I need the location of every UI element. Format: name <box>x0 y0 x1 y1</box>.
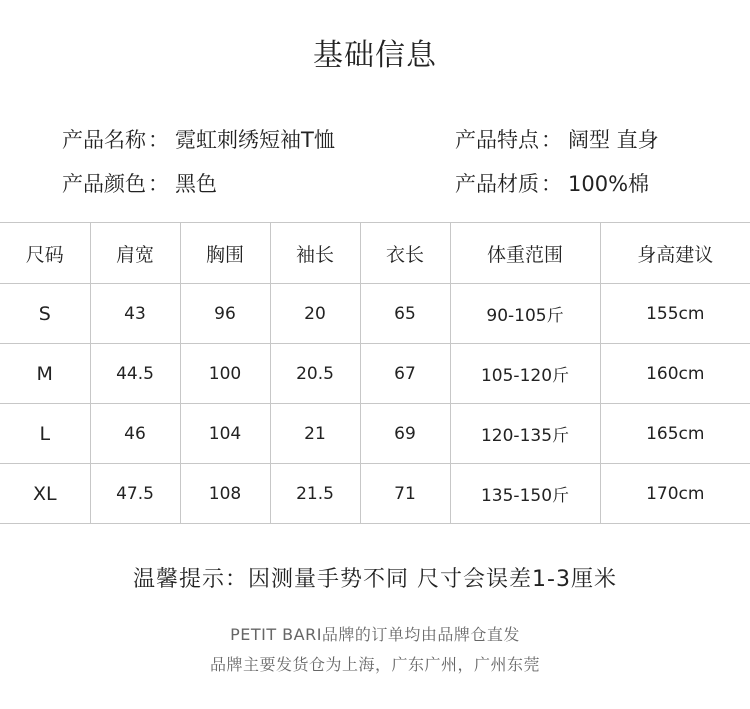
header-size: 尺码 <box>0 223 90 284</box>
separator: ： <box>148 172 169 196</box>
cell-chest: 96 <box>180 284 270 344</box>
separator: ： <box>541 172 562 196</box>
cell-height: 155cm <box>600 284 750 344</box>
cell-shoulder: 47.5 <box>90 464 180 524</box>
product-color-label: 产品颜色 <box>62 172 146 196</box>
cell-height: 170cm <box>600 464 750 524</box>
cell-size: L <box>0 404 90 464</box>
product-name-value: 霓虹刺绣短袖T恤 <box>175 128 335 152</box>
table-row <box>0 464 750 524</box>
cell-weight: 120-135斤 <box>450 404 600 464</box>
separator: ： <box>148 128 169 152</box>
header-chest: 胸围 <box>180 223 270 284</box>
cell-weight: 105-120斤 <box>450 344 600 404</box>
footer-warehouse-note: 品牌主要发货仓为上海，广东广州，广州东莞 <box>209 655 540 674</box>
cell-chest: 104 <box>180 404 270 464</box>
cell-size: S <box>0 284 90 344</box>
product-feature-label: 产品特点 <box>455 128 539 152</box>
table-header-row <box>0 223 750 284</box>
cell-length: 69 <box>360 404 450 464</box>
cell-shoulder: 46 <box>90 404 180 464</box>
header-shoulder: 肩宽 <box>90 223 180 284</box>
cell-length: 65 <box>360 284 450 344</box>
size-table <box>0 222 750 524</box>
cell-shoulder: 43 <box>90 284 180 344</box>
table-row <box>0 344 750 404</box>
page-title: 基础信息 <box>313 38 437 73</box>
footer-shipping-note: PETIT BARI品牌的订单均由品牌仓直发 <box>230 625 520 644</box>
product-name <box>62 124 335 154</box>
product-material-label: 产品材质 <box>455 172 539 196</box>
product-color <box>62 168 217 198</box>
product-feature <box>455 124 659 154</box>
product-color-value: 黑色 <box>175 172 217 196</box>
cell-sleeve: 20.5 <box>270 344 360 404</box>
product-material <box>455 168 649 198</box>
header-sleeve: 袖长 <box>270 223 360 284</box>
cell-shoulder: 44.5 <box>90 344 180 404</box>
cell-height: 165cm <box>600 404 750 464</box>
cell-weight: 90-105斤 <box>450 284 600 344</box>
cell-sleeve: 21 <box>270 404 360 464</box>
separator: ： <box>541 128 562 152</box>
cell-length: 71 <box>360 464 450 524</box>
cell-chest: 100 <box>180 344 270 404</box>
cell-sleeve: 21.5 <box>270 464 360 524</box>
cell-chest: 108 <box>180 464 270 524</box>
table-row <box>0 284 750 344</box>
cell-size: XL <box>0 464 90 524</box>
cell-sleeve: 20 <box>270 284 360 344</box>
product-info <box>0 124 750 204</box>
product-name-label: 产品名称 <box>62 128 146 152</box>
cell-weight: 135-150斤 <box>450 464 600 524</box>
cell-length: 67 <box>360 344 450 404</box>
cell-height: 160cm <box>600 344 750 404</box>
table-row <box>0 404 750 464</box>
product-material-value: 100%棉 <box>568 172 650 196</box>
header-length: 衣长 <box>360 223 450 284</box>
measurement-tip: 温馨提示：因测量手势不同 尺寸会误差1-3厘米 <box>133 567 617 592</box>
header-weight: 体重范围 <box>450 223 600 284</box>
cell-size: M <box>0 344 90 404</box>
product-feature-value: 阔型 直身 <box>568 128 659 152</box>
header-height: 身高建议 <box>600 223 750 284</box>
